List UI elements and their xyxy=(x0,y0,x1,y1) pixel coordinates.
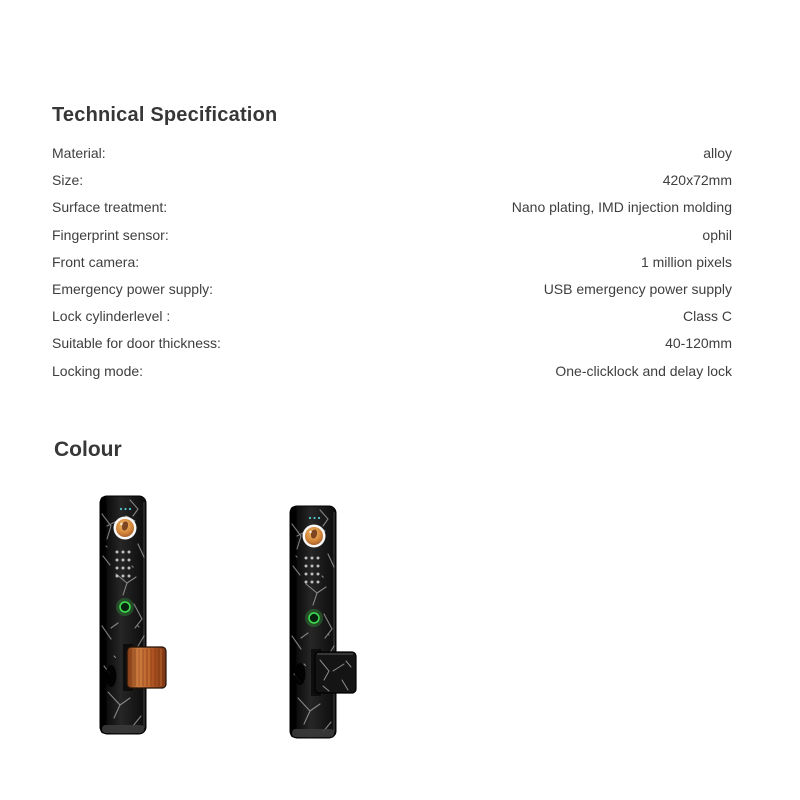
spec-row-size xyxy=(52,167,732,194)
indicator-lights xyxy=(309,517,320,519)
spec-value: 40-120mm xyxy=(665,335,732,352)
door-lock-image-wood-handle xyxy=(86,486,176,743)
spec-label: Fingerprint sensor: xyxy=(52,226,169,243)
spec-label: Suitable for door thickness: xyxy=(52,335,221,352)
fingerprint-button xyxy=(118,600,133,615)
technical-specification-heading: Technical Specification xyxy=(52,104,278,126)
indicator-lights xyxy=(120,508,131,510)
spec-row-emergency-power xyxy=(52,276,732,303)
spec-row-fingerprint-sensor xyxy=(52,222,732,249)
spec-value: One-clicklock and delay lock xyxy=(555,362,732,379)
spec-value: Nano plating, IMD injection molding xyxy=(511,199,732,216)
spec-row-surface-treatment xyxy=(52,194,732,221)
spec-label: Surface treatment: xyxy=(52,199,168,216)
fingerprint-button xyxy=(307,611,322,626)
spec-value: ophil xyxy=(702,226,732,243)
spec-row-locking-mode xyxy=(52,358,732,385)
spec-row-lock-cylinder xyxy=(52,303,732,330)
spec-label: Locking mode: xyxy=(52,362,144,379)
spec-table xyxy=(52,140,732,385)
door-lock-marble-svg xyxy=(276,498,366,750)
camera-lens xyxy=(303,525,326,548)
spec-row-front-camera xyxy=(52,249,732,276)
spec-value: USB emergency power supply xyxy=(543,280,732,297)
spec-row-material xyxy=(52,140,732,167)
spec-value: Class C xyxy=(682,308,732,325)
spec-value: 1 million pixels xyxy=(640,253,732,270)
spec-label: Material: xyxy=(52,145,106,161)
colour-heading: Colour xyxy=(54,438,122,461)
keyhole xyxy=(295,663,306,685)
camera-lens xyxy=(114,517,137,540)
keyhole xyxy=(106,665,117,687)
door-handle-wood xyxy=(123,644,166,691)
spec-row-door-thickness xyxy=(52,330,732,357)
spec-label: Lock cylinderlevel : xyxy=(52,308,171,325)
spec-label: Emergency power supply: xyxy=(52,280,214,297)
spec-label: Front camera: xyxy=(52,253,140,270)
spec-label: Size: xyxy=(52,172,84,189)
door-lock-image-marble-handle xyxy=(276,498,366,755)
spec-value: 420x72mm xyxy=(662,172,732,189)
door-lock-wood-svg xyxy=(86,486,176,738)
door-handle-marble xyxy=(311,649,356,696)
spec-value: alloy xyxy=(703,145,732,161)
